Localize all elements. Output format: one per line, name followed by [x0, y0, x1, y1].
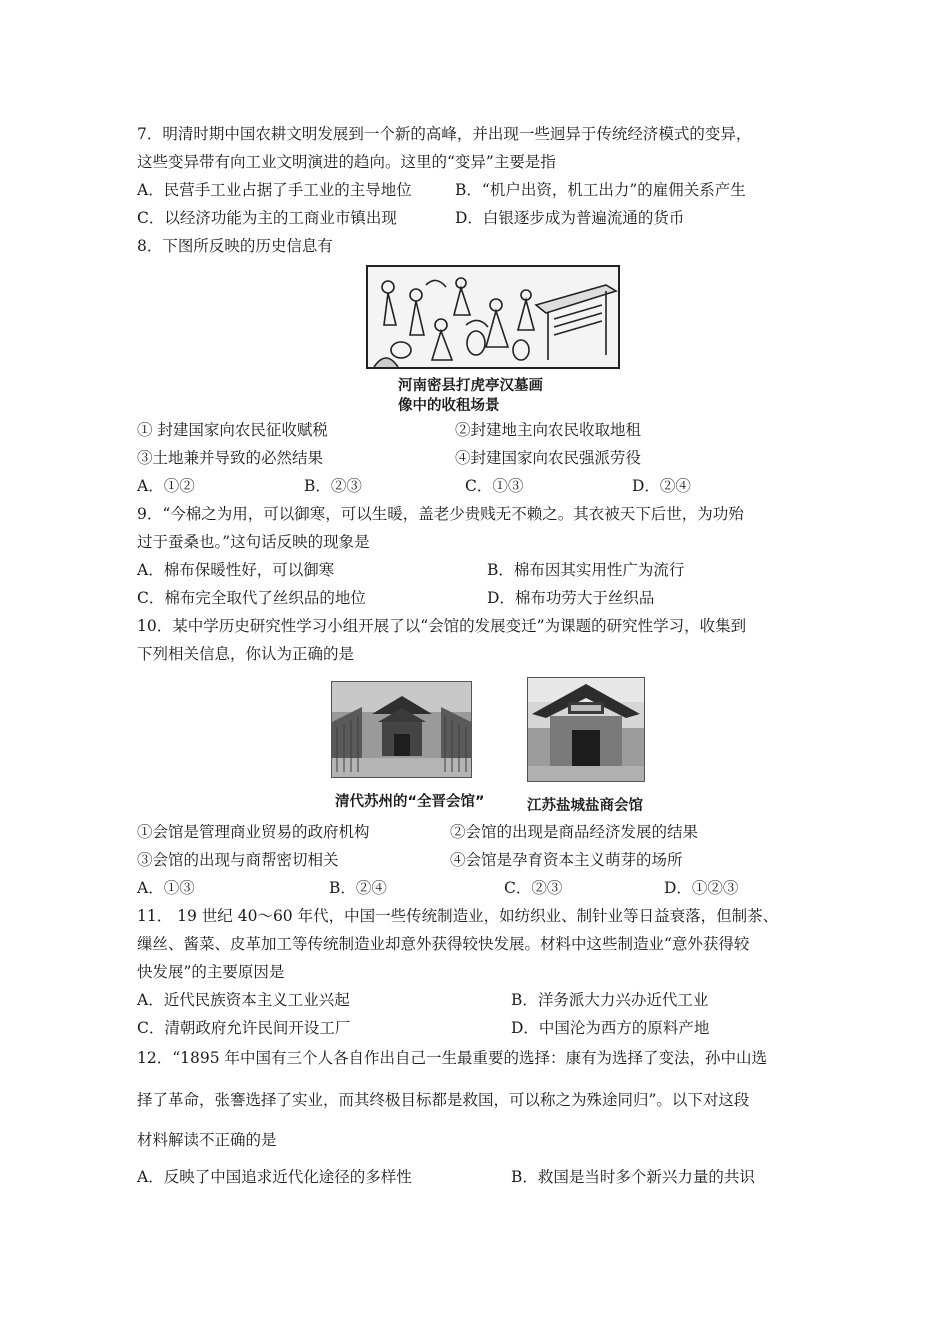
- q10-statement-2: ②会馆的出现是商品经济发展的结果: [450, 823, 699, 841]
- q8-stem: 8．下图所反映的历史信息有: [137, 237, 333, 255]
- yancheng-hall-caption: 江苏盐城盐商会馆: [527, 798, 643, 814]
- q10-statement-3: ③会馆的出现与商帮密切相关: [137, 851, 339, 869]
- q8-figure-caption-line1: 河南密县打虎亭汉墓画: [398, 378, 543, 394]
- q10-statement-1: ①会馆是管理商业贸易的政府机构: [137, 823, 370, 841]
- q7-option-b: B．“机户出资，机工出力”的雇佣关系产生: [455, 181, 746, 199]
- q11-option-d: D．中国沦为西方的原料产地: [511, 1019, 710, 1037]
- q11-stem-line1: 11． 19 世纪 40～60 年代，中国一些传统制造业，如纺织业、制针业等日益衰落，但制茶、: [137, 907, 779, 925]
- q10-option-d: D．①②③: [664, 879, 739, 897]
- q8-statement-3: ③土地兼并导致的必然结果: [137, 449, 324, 467]
- q8-statement-1: ① 封建国家向农民征收赋税: [137, 421, 328, 439]
- q8-statement-4: ④封建国家向农民强派劳役: [455, 449, 642, 467]
- q9-stem-line1: 9．“今棉之为用，可以御寒，可以生暖，盖老少贵贱无不赖之。其衣被天下后世，为功殆: [137, 505, 744, 523]
- q8-figure-caption-line2: 像中的收租场景: [398, 398, 500, 414]
- q11-option-b: B．洋务派大力兴办近代工业: [511, 991, 709, 1009]
- q7-option-a: A．民营手工业占据了手工业的主导地位: [137, 181, 412, 199]
- q9-option-b: B．棉布因其实用性广为流行: [487, 561, 685, 579]
- q11-stem-line2: 缫丝、酱菜、皮革加工等传统制造业却意外获得较快发展。材料中这些制造业“意外获得较: [137, 935, 750, 953]
- quanjin-guild-hall-photo: [331, 681, 472, 778]
- q9-option-c: C．棉布完全取代了丝织品的地位: [137, 589, 366, 607]
- q10-stem-line2: 下列相关信息，你认为正确的是: [137, 645, 355, 663]
- q11-option-c: C．清朝政府允许民间开设工厂: [137, 1019, 351, 1037]
- q7-option-d: D．白银逐步成为普遍流通的货币: [455, 209, 685, 227]
- q12-stem-line2: 择了革命，张謇选择了实业，而其终极目标都是救国，可以称之为殊途同归”。以下对这段: [137, 1091, 750, 1109]
- q10-option-a: A．①③: [137, 879, 195, 897]
- q11-stem-line3: 快发展”的主要原因是: [137, 963, 285, 981]
- yancheng-salt-merchant-hall-photo: [527, 677, 645, 782]
- q10-stem-line1: 10．某中学历史研究性学习小组开展了以“会馆的发展变迁”为课题的研究性学习，收集到: [137, 617, 747, 635]
- q8-option-b: B．②③: [304, 477, 362, 495]
- quanjin-guild-hall-caption: 清代苏州的“全晋会馆”: [335, 794, 485, 810]
- q12-option-b: B．救国是当时多个新兴力量的共识: [511, 1168, 755, 1186]
- q8-option-d: D．②④: [632, 477, 691, 495]
- q9-stem-line2: 过于蚕桑也。”这句话反映的现象是: [137, 533, 370, 551]
- q10-option-c: C．②③: [504, 879, 563, 897]
- q8-option-c: C．①③: [465, 477, 524, 495]
- q7-stem-line1: 7．明清时期中国农耕文明发展到一个新的高峰，并出现一些迥异于传统经济模式的变异，: [137, 125, 752, 143]
- q10-option-b: B．②④: [329, 879, 387, 897]
- q9-option-a: A．棉布保暖性好，可以御寒: [137, 561, 335, 579]
- q10-statement-4: ④会馆是孕育资本主义萌芽的场所: [450, 851, 683, 869]
- q9-option-d: D．棉布功劳大于丝织品: [487, 589, 655, 607]
- q7-option-c: C．以经济功能为主的工商业市镇出现: [137, 209, 397, 227]
- q12-option-a: A．反映了中国追求近代化途径的多样性: [137, 1168, 412, 1186]
- han-tomb-mural-image: [366, 265, 620, 369]
- q12-stem-line1: 12．“1895 年中国有三个人各自作出自己一生最重要的选择：康有为选择了变法，孙中山选: [137, 1049, 768, 1067]
- q8-option-a: A．①②: [137, 477, 195, 495]
- q8-statement-2: ②封建地主向农民收取地租: [455, 421, 642, 439]
- q11-option-a: A．近代民族资本主义工业兴起: [137, 991, 350, 1009]
- q12-stem-line3: 材料解读不正确的是: [137, 1131, 277, 1149]
- q7-stem-line2: 这些变异带有向工业文明演进的趋向。这里的“变异”主要是指: [137, 153, 556, 171]
